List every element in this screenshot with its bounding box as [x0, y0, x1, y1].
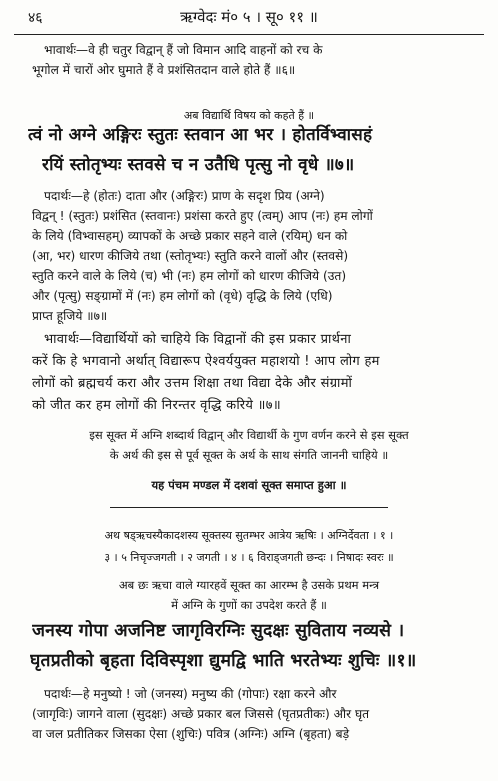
- bhavarth-line: भावार्थः—विद्यार्थियों को चाहिये कि विद्वानों की इस प्रकार प्रार्थना: [44, 332, 352, 347]
- sukta-intro-line: में अग्नि के गुणों का उपदेश करते हैं ॥: [171, 598, 327, 612]
- header-rule: [14, 34, 484, 35]
- padarth-line: प्राप्त हूजिये ॥७॥: [32, 309, 108, 323]
- sukta-summary-line: इस सूक्त में अग्नि शब्दार्थ विद्वान् और विद्यार्थी के गुण वर्णन करने से इस सूक्त: [89, 428, 409, 442]
- section-divider: [110, 507, 388, 508]
- padarth-line: और (पृत्सु) सङ्ग्रामों में (नः) हम लोगों को (वृधे) वृद्धि के लिये (एधि): [32, 289, 333, 303]
- bhavarth-line: भावार्थः—वे ही चतुर विद्वान् हैं जो विमान आदि वाहनों को रच के: [44, 43, 323, 57]
- page-number: ४६: [28, 10, 43, 26]
- mantra-line: जनस्य गोपा अजनिष्ट जागृविरग्निः सुदक्षः सुविताय नव्यसे ।: [32, 621, 405, 641]
- sukta-intro-line: अब छः ऋचा वाले ग्यारहवें सूक्त का आरम्भ है उसके प्रथम मन्त्र: [118, 578, 380, 592]
- bhavarth-line: भूगोल में चारों ओर घुमाते हैं वे प्रशंसितदान वाले होते हैं ॥६॥: [32, 63, 296, 77]
- padarth-line: स्तुति करने वाले के लिये (च) भी (नः) हम लोगों को धारण कीजिये (उत): [32, 269, 347, 283]
- sukta-heading-line: अथ षड्ऋचस्यैकादशस्य सूक्तस्य सुतम्भर आत्रेय ऋषिः । अग्निर्देवता । १ ।: [104, 529, 394, 542]
- bhavarth-line: को जीत कर हम लोगों की निरन्तर वृद्धि करिये ॥७॥: [32, 398, 281, 413]
- padarth-line: के लिये (विभ्वासहम्) व्यापकों के अच्छे प्रकार सहने वाले (रयिम्) धन को: [32, 229, 348, 243]
- mantra-line: रयिं स्तोतृभ्यः स्तवसे च न उतैधि पृत्सु नो वृधे ॥७॥: [42, 155, 355, 175]
- padarth-line: पदार्थः—हे (होतः) दाता और (अङ्गिरः) प्राण के सदृश प्रिय (अग्ने): [44, 189, 325, 203]
- sukta-closing: यह पंचम मण्डल में दशवां सूक्त समाप्त हुआ ॥: [151, 478, 347, 492]
- sukta-summary-line: के अर्थ की इस से पूर्व सूक्त के अर्थ के साथ संगति जाननी चाहिये ॥: [109, 448, 389, 462]
- padarth-line: (जागृविः) जागने वाला (सुदक्षः) अच्छे प्रकार बल जिससे (घृतप्रतीकः) और घृत: [32, 707, 370, 721]
- page-header: [20, 4, 478, 30]
- padarth-line: (आ, भर) धारण कीजिये तथा (स्तोतृभ्यः) स्तुति करने वालों और (स्तवसे): [32, 249, 349, 263]
- topic-intro: अब विद्यार्थि विषय को कहते हैं ॥: [183, 109, 315, 122]
- mantra-line: घृतप्रतीको बृहता दिविस्पृशा द्युमद्वि भाति भरतेभ्यः शुचिः ॥१॥: [30, 651, 417, 671]
- padarth-line: वा जल प्रतीतिकर जिसका ऐसा (शुचिः) पवित्र (अग्निः) अग्नि (बृहता) बड़े: [32, 727, 350, 741]
- mantra-line: त्वं नो अग्ने अङ्गिरः स्तुतः स्तवान आ भर । होतर्विभ्वासहं: [28, 125, 373, 145]
- sukta-heading-line: ३ । ५ निचृज्जगती । २ जगती । ४ । ६ विराड्जगती छन्दः । निषादः स्वरः ॥: [104, 551, 394, 564]
- running-title: ऋग्वेदः मं० ५ । सू० ११ ॥: [180, 8, 318, 26]
- padarth-line: पदार्थः—हे मनुष्यो ! जो (जनस्य) मनुष्य की (गोपाः) रक्षा करने और: [44, 687, 337, 701]
- padarth-line: विद्वन् ! (स्तुतः) प्रशंसित (स्तवानः) प्रशंसा करते हुए (त्वम्) आप (नः) हम लोगों: [32, 209, 373, 223]
- bhavarth-line: लोगों को ब्रह्मचर्य करा और उत्तम शिक्षा तथा विद्या देके और संग्रामों: [32, 376, 353, 391]
- bhavarth-line: करें कि हे भगवानो अर्थात् विद्यारूप ऐश्वर्ययुक्त महाशयो ! आप लोग हम: [32, 354, 380, 369]
